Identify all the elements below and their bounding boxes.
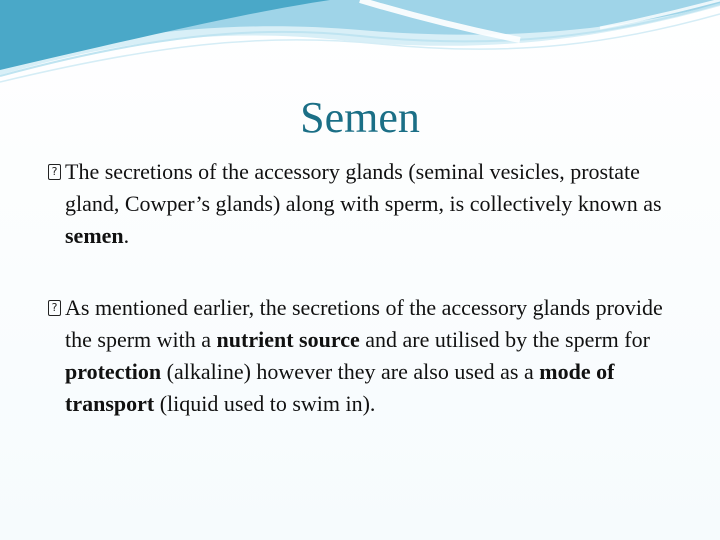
bold-term: nutrient source (216, 327, 360, 352)
missing-glyph-icon: ? (48, 164, 61, 180)
slide-title: Semen (300, 93, 420, 142)
bullet-text: . (123, 223, 130, 248)
bullet-text: (liquid used to swim in). (154, 391, 376, 416)
header-wave-decoration (0, 0, 720, 90)
bullet-item (48, 292, 688, 420)
bold-term: mode of transport (65, 359, 615, 416)
bullet-text: As mentioned earlier, the secretions of the accessory glands provide the sperm with a (65, 295, 663, 352)
bullet-list (48, 156, 688, 460)
bold-term: protection (65, 359, 162, 384)
bullet-text: The secretions of the accessory glands (seminal vesicles, prostate gland, Cowper’s glands) along with sperm, is collectively known as (65, 159, 662, 216)
bold-term: semen (65, 223, 124, 248)
bullet-text: and are utilised by the sperm for (359, 327, 650, 352)
bullet-text: (alkaline) however they are also used as a (161, 359, 540, 384)
missing-glyph-icon: ? (48, 300, 61, 316)
bullet-item (48, 156, 688, 252)
